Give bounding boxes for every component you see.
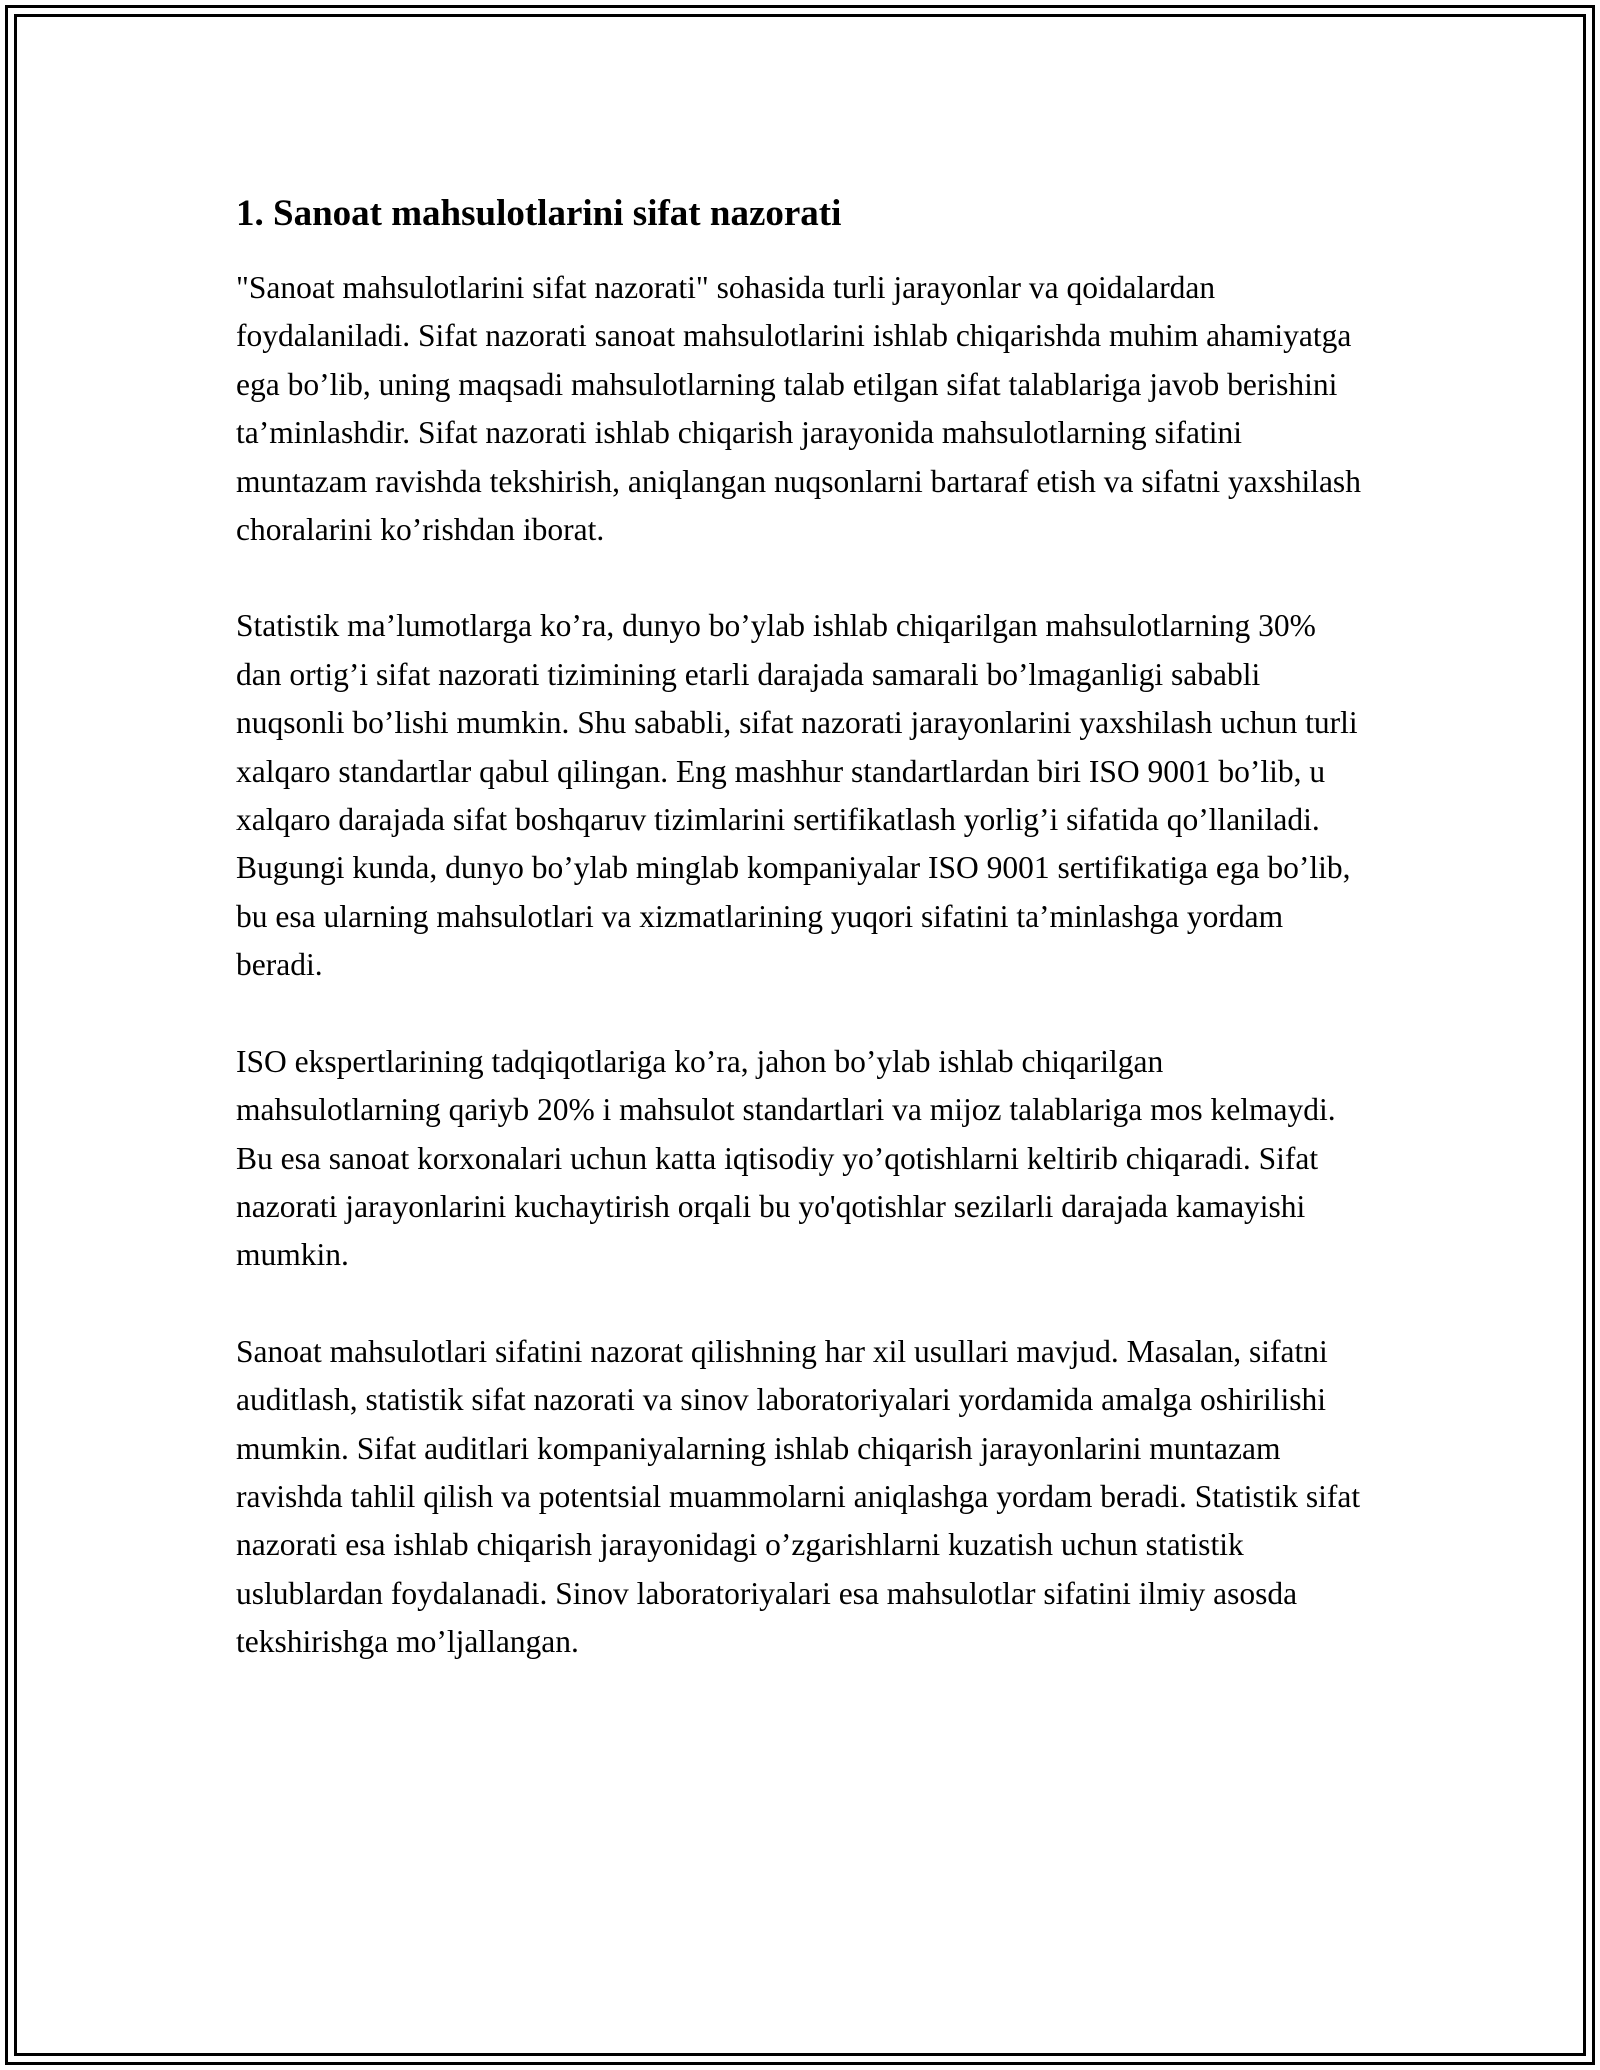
paragraph-intro: "Sanoat mahsulotlarini sifat nazorati" sohasida turli jarayonlar va qoidalardan foydalaniladi. Sifat nazorati sanoat mahsulotlarini ishlab chiqarishda muhim ahamiyatga ega bo’lib, uning maqsadi mahsulotlarning talab etilgan sifat talablariga javob berishini ta’minlashdir. Sifat nazorati ishlab chiqarish jarayonida mahsulotlarning sifatini muntazam ravishda tekshirish, aniqlangan nuqsonlarni bartaraf etish va sifatni yaxshilash choralarini ko’rishdan iborat. — [236, 270, 1361, 548]
document-body — [236, 186, 1366, 1715]
paragraph-statistics: Statistik ma’lumotlarga ko’ra, dunyo bo’ylab ishlab chiqarilgan mahsulotlarning 30% dan ortig’i sifat nazorati tizimining etarli darajada samarali bo’lmaganligi sababli nuqsonli bo’lishi mumkin. Shu sababli, sifat nazorati jarayonlarini yaxshilash uchun turli xalqaro standartlar qabul qilingan. Eng mashhur standartlardan biri ISO 9001 bo’lib, u xalqaro darajada sifat boshqaruv tizimlarini sertifikatlash yorlig’i sifatida qo’llaniladi. Bugungi kunda, dunyo bo’ylab minglab kompaniyalar ISO 9001 sertifikatiga ega bo’lib, bu esa ularning mahsulotlari va xizmatlarining yuqori sifatini ta’minlashga yordam beradi. — [236, 608, 1358, 983]
paragraph-methods: Sanoat mahsulotlari sifatini nazorat qilishning har xil usullari mavjud. Masalan, sifatni auditlash, statistik sifat nazorati va sinov laboratoriyalari yordamida amalga oshirilishi mumkin. Sifat auditlari kompaniyalarning ishlab chiqarish jarayonlarini muntazam ravishda tahlil qilish va potentsial muammolarni aniqlashga yordam beradi. Statistik sifat nazorati esa ishlab chiqarish jarayonidagi o’zgarishlarni kuzatish uchun statistik uslublardan foydalanadi. Sinov laboratoriyalari esa mahsulotlar sifatini ilmiy asosda tekshirishga mo’ljallangan. — [236, 1333, 1361, 1660]
section-heading: 1. Sanoat mahsulotlarini sifat nazorati — [236, 193, 842, 234]
paragraph-iso-research: ISO ekspertlarining tadqiqotlariga ko’ra, jahon bo’ylab ishlab chiqarilgan mahsulotlarning qariyb 20% i mahsulot standartlari va mijoz talablariga mos kelmaydi. Bu esa sanoat korxonalari uchun katta iqtisodiy yo’qotishlarni keltirib chiqaradi. Sifat nazorati jarayonlarini kuchaytirish orqali bu yo'qotishlar sezilarli darajada kamayishi mumkin. — [236, 1043, 1336, 1273]
